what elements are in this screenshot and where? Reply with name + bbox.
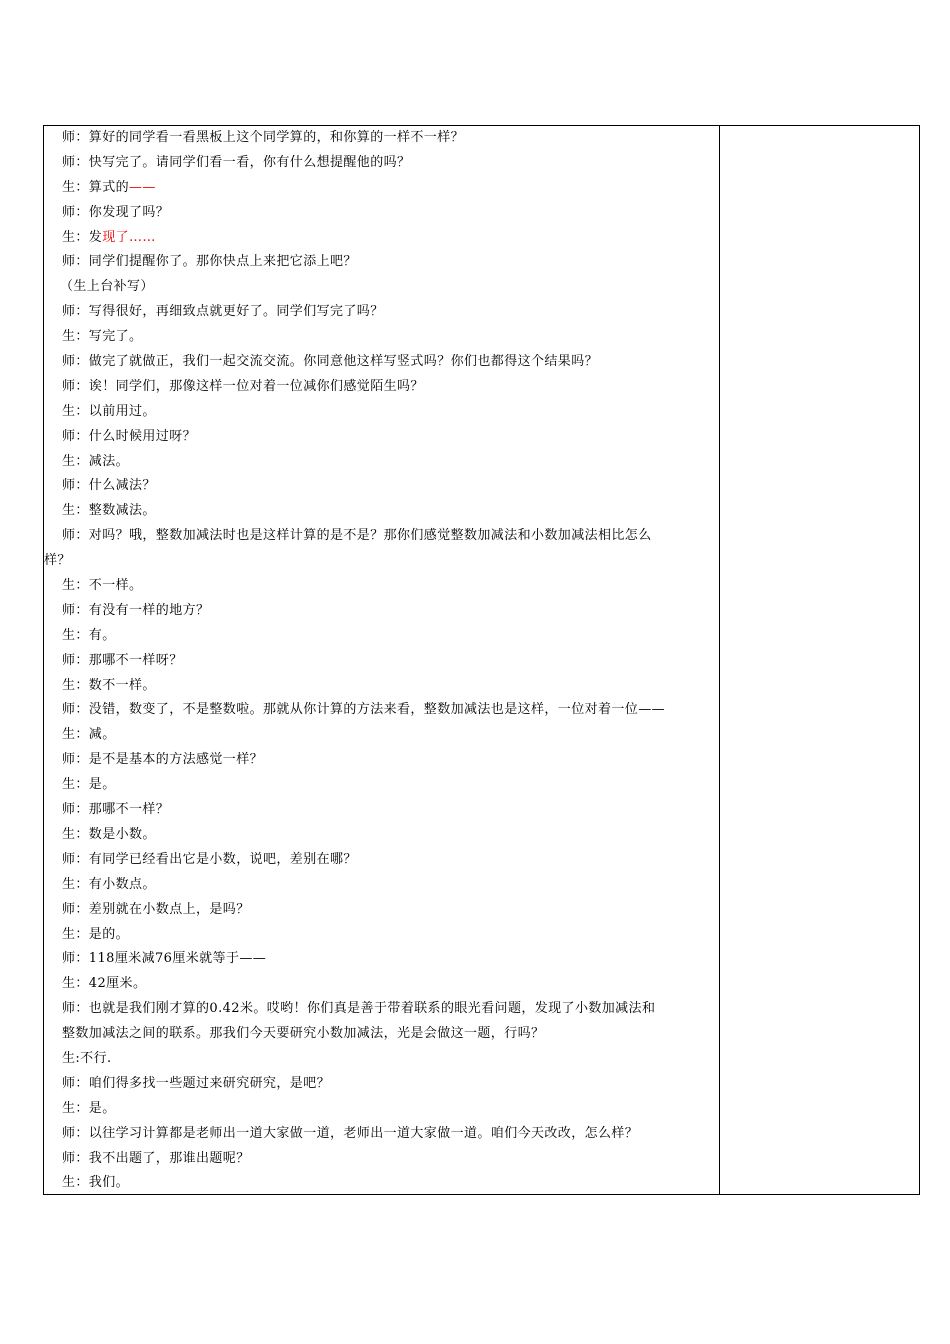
dialogue-line: 师：有没有一样的地方？ [62,602,210,618]
dialogue-line [62,226,712,251]
dialogue-line: 生:不行. [62,1050,112,1066]
dialogue-line: 师：写得很好，再细致点就更好了。同学们写完了吗？ [62,304,384,320]
dialogue-line: 生：数是小数。 [62,826,156,842]
dialogue-line: 生：是的。 [62,926,130,942]
dialogue-line: 师：那哪不一样呀？ [62,652,183,668]
dialogue-line: 生：不一样。 [62,578,143,594]
dialogue-line: 师：是不是基本的方法感觉一样？ [62,752,264,768]
stage-direction: （生上台补写） [60,279,154,295]
dialogue-line: 师：诶！同学们，那像这样一位对着一位减你们感觉陌生吗？ [62,378,424,394]
dialogue-line: 师：做完了就做正，我们一起交流交流。你同意他这样写竖式吗？你们也都得这个结果吗？ [62,354,599,370]
dialogue-line: 师：有同学已经看出它是小数，说吧，差别在哪？ [62,851,357,867]
dialogue-line: 师：咱们得多找一些题过来研究研究，是吧？ [62,1075,331,1091]
dialogue-line: 生：我们。 [62,1175,130,1191]
dialogue-line: 师：没错，数变了，不是整数啦。那就从你计算的方法来看，整数加减法也是这样，一位对着一位—— [62,702,666,718]
dialogue-line: 生：减法。 [62,453,130,469]
dialogue-line: 师：同学们提醒你了。那你快点上来把它添上吧？ [62,254,357,270]
dialogue-line: 生：以前用过。 [62,403,156,419]
dialogue-line-continued: 样？ [44,553,71,569]
dialogue-line: 师：什么时候用过呀？ [62,428,197,444]
dialogue-line: 生：减。 [62,727,116,743]
lesson-table [43,125,920,1195]
dialogue-line: 师：差别就在小数点上，是吗？ [62,901,250,917]
dialogue-line: 师：那哪不一样？ [62,802,170,818]
dialogue-line: 生：有小数点。 [62,876,156,892]
line-text: 生：发 [62,229,103,245]
dialogue-line: 生：是。 [62,1100,116,1116]
dialogue-line: 生：是。 [62,777,116,793]
dialogue-line: 生：数不一样。 [62,677,156,693]
dialogue-line: 师：对吗？哦，整数加减法时也是这样计算的是不是？那你们感觉整数加减法和小数加减法相比怎么 [62,528,652,544]
dialogue-line: 师：也就是我们刚才算的0.42米。哎哟！你们真是善于带着联系的眼光看问题，发现了小数加减法和 [62,1001,656,1017]
dialogue-line: 师：118厘米减76厘米就等于—— [62,951,267,967]
dialogue-line: 生：整数减法。 [62,503,156,519]
dialogue-line-continued: 整数加减法之间的联系。那我们今天要研究小数加减法，光是会做这一题，行吗？ [62,1026,545,1042]
dialogue-line: 生：写完了。 [62,329,143,345]
red-annotation: —— [129,179,156,195]
dialogue-line: 师：算好的同学看一看黑板上这个同学算的，和你算的一样不一样？ [62,130,465,145]
dialogue-column [44,126,712,1196]
line-text: 生：算式的 [62,179,130,195]
red-annotation: 现了…… [102,229,156,245]
dialogue-line: 师：什么减法？ [62,478,156,494]
dialogue-line [62,176,712,201]
dialogue-line: 师：我不出题了，那谁出题呢？ [62,1150,250,1166]
dialogue-line: 生：有。 [62,627,116,643]
dialogue-line: 师：你发现了吗？ [62,204,170,220]
dialogue-line: 师：快写完了。请同学们看一看，你有什么想提醒他的吗？ [62,154,411,170]
dialogue-line: 生：42厘米。 [62,976,147,992]
column-divider [719,126,720,1194]
dialogue-line: 师：以往学习计算都是老师出一道大家做一道，老师出一道大家做一道。咱们今天改改，怎么样？ [62,1125,639,1141]
